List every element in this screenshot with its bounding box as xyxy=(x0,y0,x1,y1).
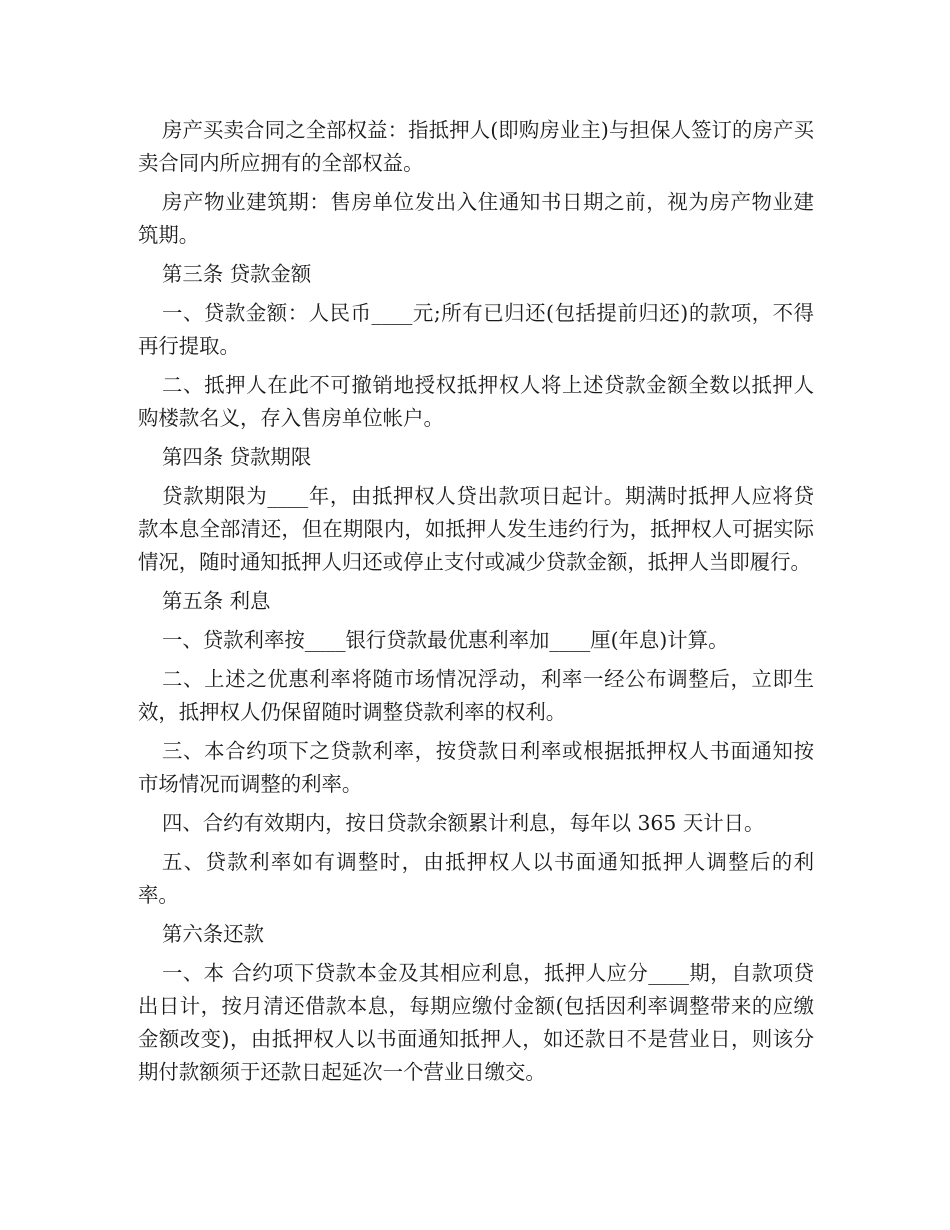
article-5-clause-4: 四、合约有效期内，按日贷款余额累计利息，每年以 365 天计日。 xyxy=(162,811,765,835)
article-6-heading: 第六条还款 xyxy=(162,922,264,946)
article-3-clause-2: 二、抵押人在此不可撤销地授权抵押权人将上述贷款金额全数以抵押人购楼款名义，存入售房单位帐户。 xyxy=(138,373,814,430)
article-3-clause-1: 一、贷款金额：人民币____元;所有已归还(包括提前归还)的款项，不得再行提取。 xyxy=(138,301,814,358)
article-3-heading: 第三条 贷款金额 xyxy=(162,262,312,286)
article-4-clause: 贷款期限为____年，由抵押权人贷出款项日起计。期满时抵押人应将贷款本息全部清还，但在期限内，如抵押人发生违约行为，抵押权人可据实际情况，随时通知抵押人归还或停止支付或减少贷款金额，抵押人当即履行。 xyxy=(138,484,814,574)
document-body xyxy=(138,114,814,1095)
paragraph-construction-period-definition: 房产物业建筑期：售房单位发出入住通知书日期之前，视为房产物业建筑期。 xyxy=(138,190,814,247)
paragraph-property-rights-definition: 房产买卖合同之全部权益：指抵押人(即购房业主)与担保人签订的房产买卖合同内所应拥有的全部权益。 xyxy=(138,118,814,175)
article-5-clause-1: 一、贷款利率按____银行贷款最优惠利率加____厘(年息)计算。 xyxy=(162,628,729,652)
article-6-clause-1: 一、本 合约项下贷款本金及其相应利息，抵押人应分____期，自款项贷出日计，按月清还借款本息，每期应缴付金额(包括因利率调整带来的应缴金额改变)，由抵押权人以书面通知抵押人，如还款日不是营业日，则该分期付款额须于还款日起延次一个营业日缴交。 xyxy=(138,961,814,1084)
article-5-heading: 第五条 利息 xyxy=(162,589,271,613)
article-5-clause-3: 三、本合约项下之贷款利率，按贷款日利率或根据抵押权人书面通知按市场情况而调整的利率。 xyxy=(138,739,814,796)
article-5-clause-2: 二、上述之优惠利率将随市场情况浮动，利率一经公布调整后，立即生效，抵押权人仍保留随时调整贷款利率的权利。 xyxy=(138,667,814,724)
article-5-clause-5: 五、贷款利率如有调整时，由抵押权人以书面通知抵押人调整后的利率。 xyxy=(138,850,814,907)
article-4-heading: 第四条 贷款期限 xyxy=(162,445,312,469)
